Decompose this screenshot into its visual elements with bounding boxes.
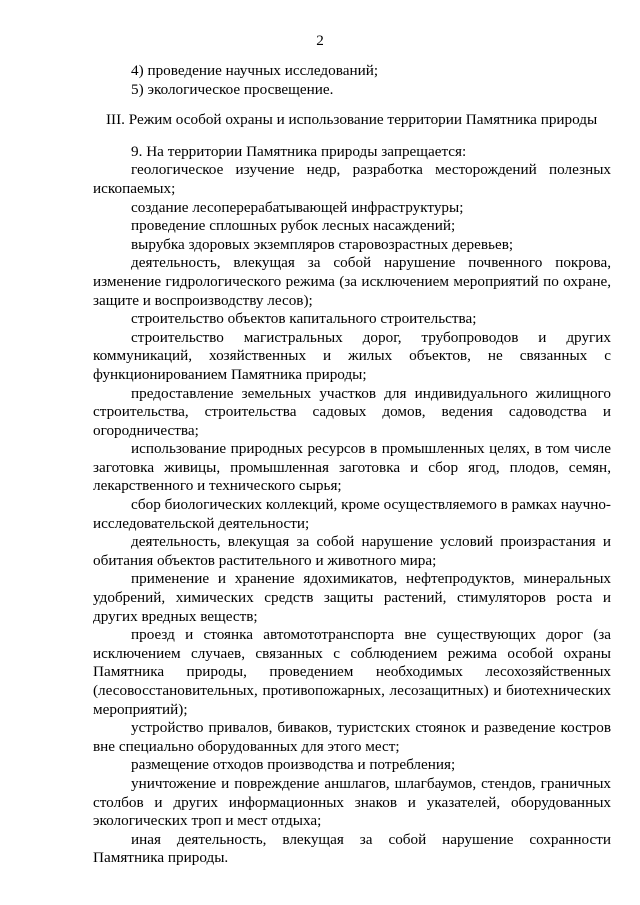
prohibition-item: деятельность, влекущая за собой нарушение условий произрастания и обитания объектов растительного и животного мира; xyxy=(93,533,611,569)
prohibition-item: сбор биологических коллекций, кроме осуществляемого в рамках научно-исследовательской деятельности; xyxy=(93,496,611,532)
prohibition-item: геологическое изучение недр, разработка месторождений полезных ископаемых; xyxy=(93,161,611,197)
intro-item-5: 5) экологическое просвещение. xyxy=(131,80,334,98)
prohibition-item: вырубка здоровых экземпляров старовозрастных деревьев; xyxy=(131,235,514,253)
prohibition-item: иная деятельность, влекущая за собой нарушение сохранности Памятника природы. xyxy=(93,830,611,867)
prohibition-item: размещение отходов производства и потребления; xyxy=(131,756,456,774)
prohibition-item: строительство объектов капитального строительства; xyxy=(131,310,477,328)
document-body xyxy=(93,62,611,868)
prohibition-item: проведение сплошных рубок лесных насаждений; xyxy=(131,217,456,235)
prohibition-item: уничтожение и повреждение аншлагов, шлагбаумов, стендов, граничных столбов и других информационных знаков и указателей, оборудованных экологических троп и мест отдыха; xyxy=(93,774,611,830)
prohibition-item: строительство магистральных дорог, трубопроводов и других коммуникаций, хозяйственных и жилых объектов, не связанных с функционированием Памятника природы; xyxy=(93,328,611,383)
clause-intro: 9. На территории Памятника природы запрещается: xyxy=(131,142,467,160)
prohibition-item: проезд и стоянка автомототранспорта вне существующих дорог (за исключением случаев, связанных с соблюдением режима особой охраны Памятника природы, проведением необходимых лесохозяйственных (лесовосстановительных, противопожарных, лесозащитных) и биотехнических мероприятий); xyxy=(93,626,611,718)
page-number: 2 xyxy=(316,32,324,49)
prohibition-item: использование природных ресурсов в промышленных целях, в том числе заготовка живицы, промышленная заготовка и сбор ягод, плодов, семян, лекарственного и технического сырья; xyxy=(93,440,611,495)
prohibition-item: деятельность, влекущая за собой нарушение почвенного покрова, изменение гидрологического режима (за исключением мероприятий по охране, защите и воспроизводству лесов); xyxy=(93,254,611,309)
prohibition-item: предоставление земельных участков для индивидуального жилищного строительства, строительства садовых домов, ведения садоводства и огородничества; xyxy=(93,384,611,439)
prohibition-item: применение и хранение ядохимикатов, нефтепродуктов, минеральных удобрений, химических средств защиты растений, стимуляторов роста и других вредных веществ; xyxy=(93,570,611,625)
prohibition-item: создание лесоперерабатывающей инфраструктуры; xyxy=(131,198,464,216)
prohibition-item: устройство привалов, биваков, туристских стоянок и разведение костров вне специально оборудованных для этого мест; xyxy=(93,719,611,755)
intro-item-4: 4) проведение научных исследований; xyxy=(131,62,379,79)
section-heading: III. Режим особой охраны и использование территории Памятника природы xyxy=(106,111,598,129)
